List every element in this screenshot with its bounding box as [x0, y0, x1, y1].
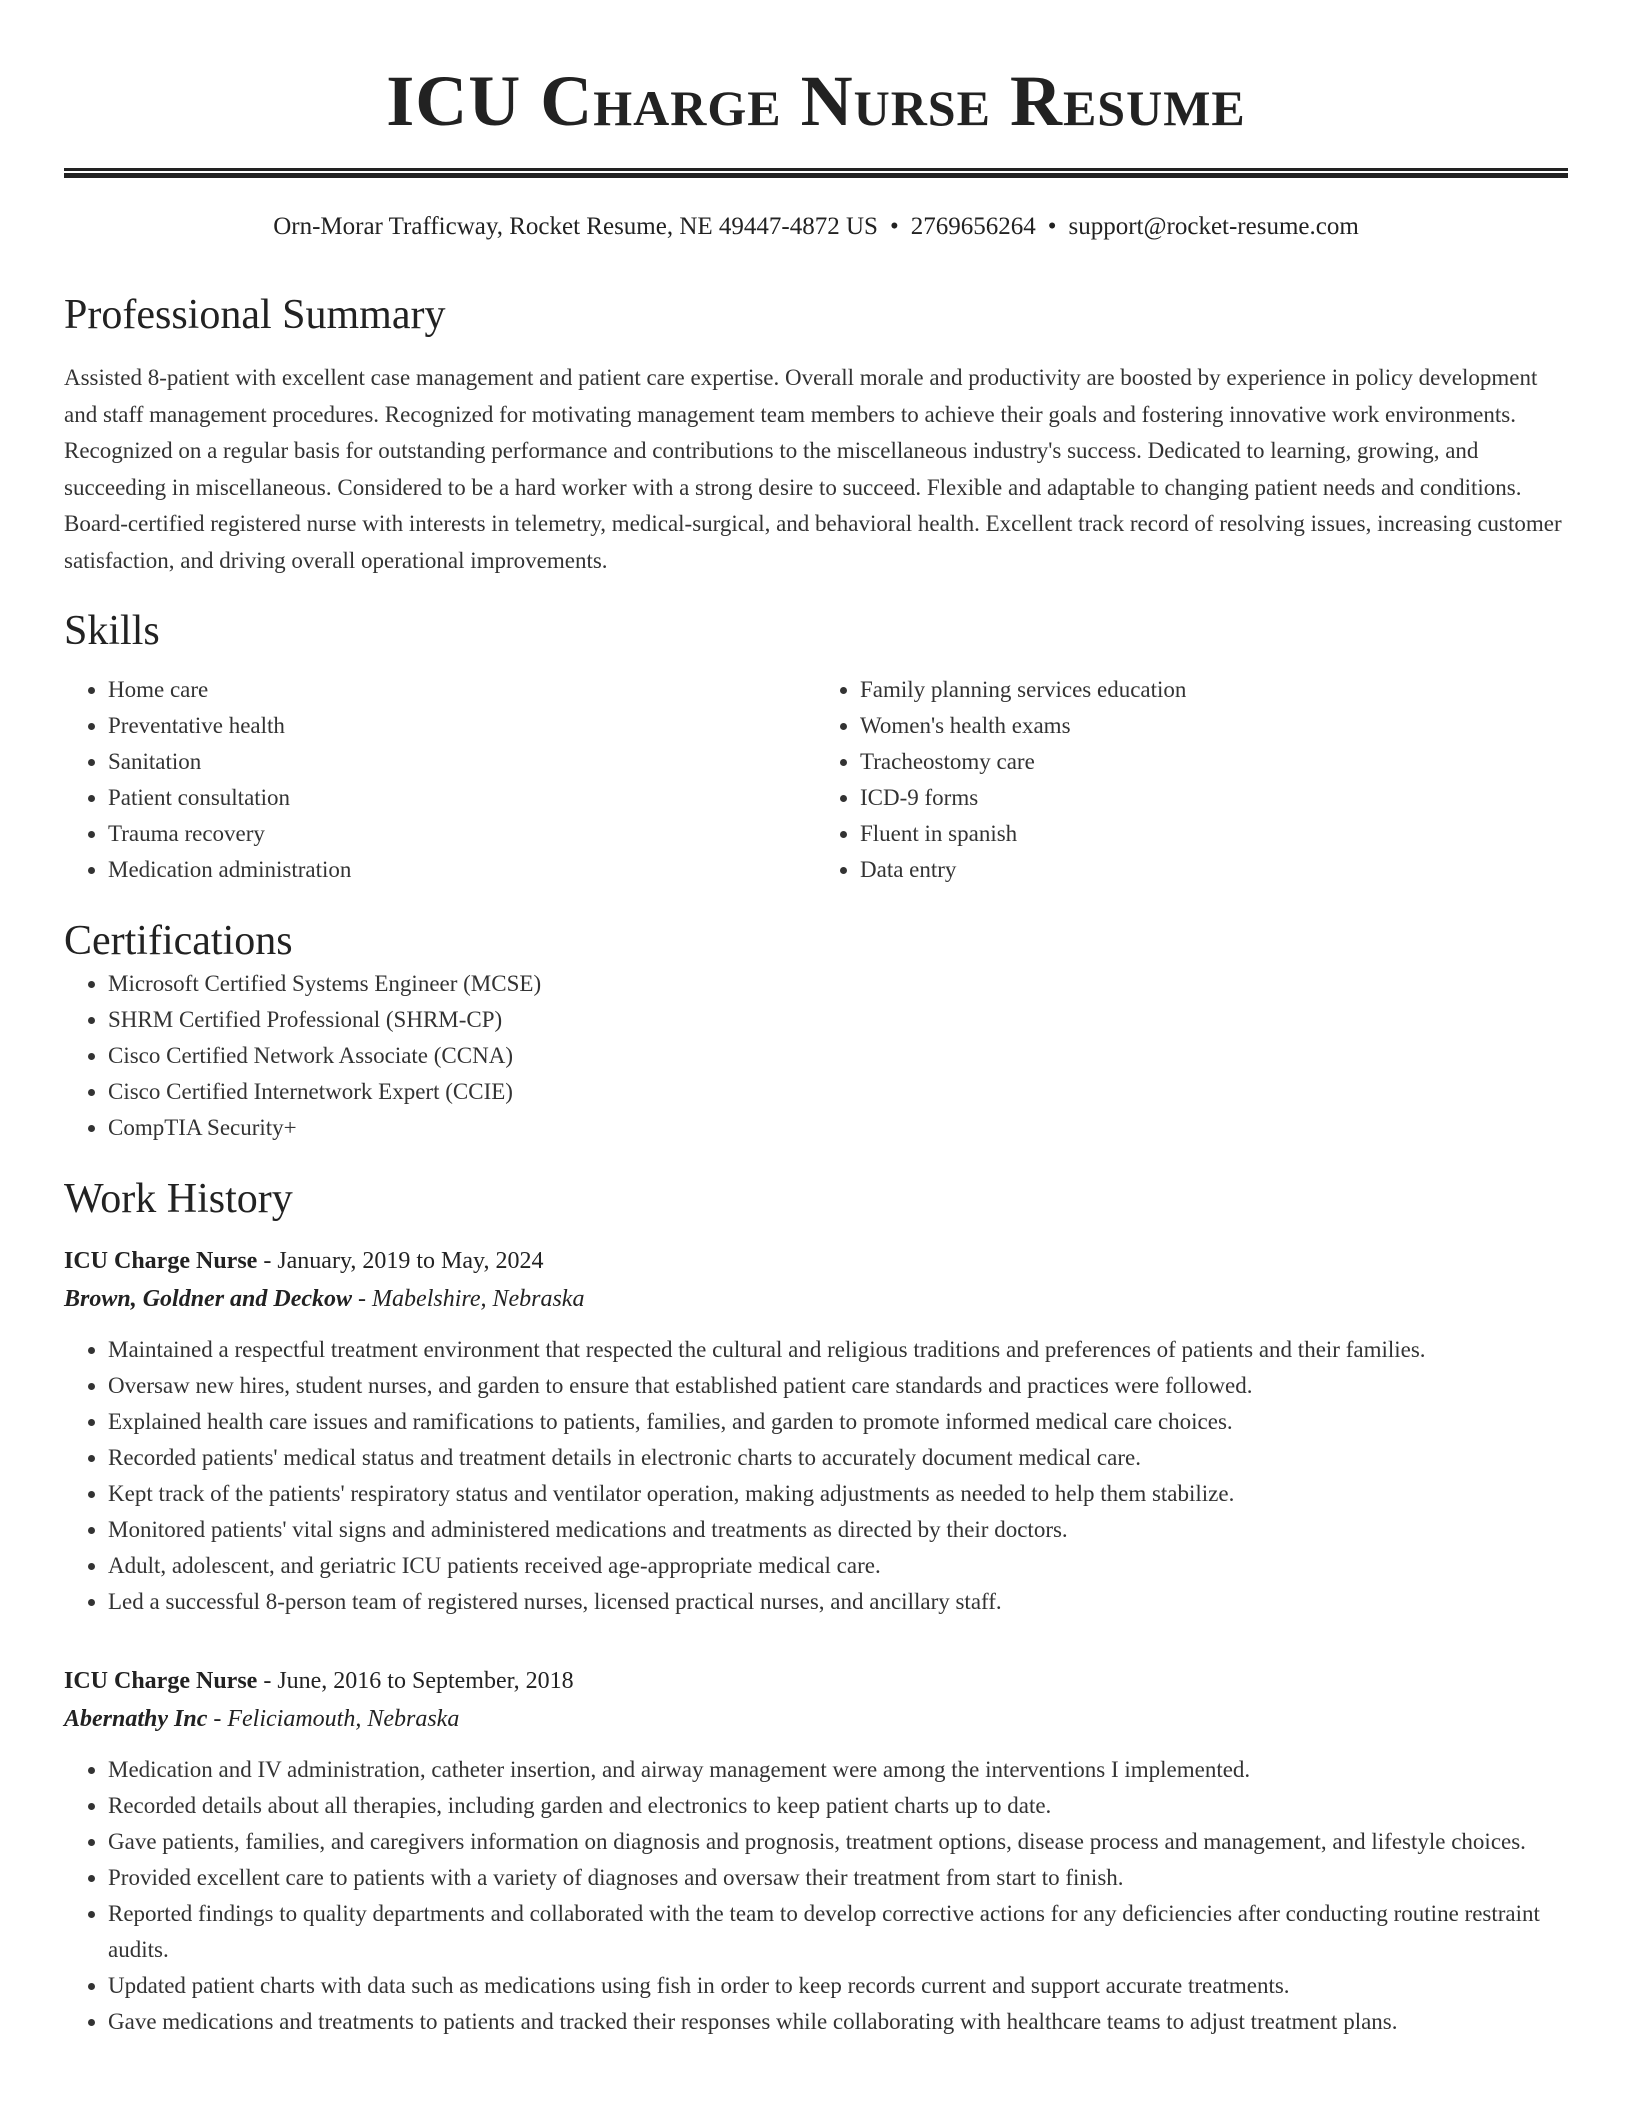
- skills-list-left: [64, 672, 816, 888]
- certification-item: • Cisco Certified Network Associate (CCNA): [108, 1038, 1568, 1074]
- job-entry: [64, 1242, 1568, 1620]
- skill-item: • Preventative health: [108, 708, 816, 744]
- job-duty-item: • Provided excellent care to patients with a variety of diagnoses and oversaw their treatment from start to finish.: [108, 1860, 1568, 1896]
- title-divider: [64, 168, 1568, 178]
- job-dash: -: [257, 1667, 278, 1694]
- job-title-line: [64, 1662, 1568, 1700]
- job-duty-item: • Adult, adolescent, and geriatric ICU patients received age-appropriate medical care.: [108, 1548, 1568, 1584]
- job-duty-item: • Monitored patients' vital signs and administered medications and treatments as directed by their doctors.: [108, 1512, 1568, 1548]
- job-company: Brown, Goldner and Deckow: [64, 1285, 353, 1312]
- certifications-heading: Certifications: [64, 917, 293, 964]
- skills-columns: [64, 672, 1568, 888]
- job-duty-item: • Led a successful 8-person team of registered nurses, licensed practical nurses, and ancillary staff.: [108, 1584, 1568, 1620]
- certification-item: • CompTIA Security+: [108, 1110, 1568, 1146]
- skill-item: • Fluent in spanish: [860, 816, 1568, 852]
- job-duty-item: • Updated patient charts with data such as medications using fish in order to keep records current and support accurate treatments.: [108, 1968, 1568, 2004]
- job-location: Feliciamouth, Nebraska: [227, 1705, 460, 1732]
- job-duty-item: • Kept track of the patients' respiratory status and ventilator operation, making adjustments as needed to help them stabilize.: [108, 1476, 1568, 1512]
- job-role: ICU Charge Nurse: [64, 1247, 258, 1274]
- job-duty-item: • Gave patients, families, and caregivers information on diagnosis and prognosis, treatment options, disease process and management, and lifestyle choices.: [108, 1824, 1568, 1860]
- job-duty-item: • Maintained a respectful treatment environment that respected the cultural and religious traditions and preferences of patients and their families.: [108, 1332, 1568, 1368]
- job-duty-item: • Recorded details about all therapies, including garden and electronics to keep patient charts up to date.: [108, 1788, 1568, 1824]
- job-dash: -: [257, 1247, 278, 1274]
- job-dates: June, 2016 to September, 2018: [277, 1667, 574, 1694]
- skill-item: • Tracheostomy care: [860, 744, 1568, 780]
- job-role: ICU Charge Nurse: [64, 1667, 258, 1694]
- certification-item: • Cisco Certified Internetwork Expert (CCIE): [108, 1074, 1568, 1110]
- skill-item: • Women's health exams: [860, 708, 1568, 744]
- skills-heading: Skills: [64, 607, 160, 654]
- job-company-line: [64, 1280, 1568, 1318]
- job-duty-item: • Oversaw new hires, student nurses, and garden to ensure that established patient care standards and practices were followed.: [108, 1368, 1568, 1404]
- contact-address: Orn-Morar Trafficway, Rocket Resume, NE 49447-4872 US: [273, 213, 878, 240]
- job-duty-item: • Reported findings to quality departments and collaborated with the team to develop corrective actions for any deficiencies after conducting routine restraint audits.: [108, 1896, 1568, 1968]
- contact-email: support@rocket-resume.com: [1068, 213, 1359, 240]
- job-company-line: [64, 1700, 1568, 1738]
- job-title-line: [64, 1242, 1568, 1280]
- job-location: Mabelshire, Nebraska: [372, 1285, 585, 1312]
- skills-list-right: [816, 672, 1568, 888]
- skill-item: • Patient consultation: [108, 780, 816, 816]
- job-dash: -: [207, 1705, 228, 1732]
- certification-item: • SHRM Certified Professional (SHRM-CP): [108, 1002, 1568, 1038]
- work-history-heading: Work History: [64, 1175, 293, 1222]
- job-duty-item: • Explained health care issues and ramifications to patients, families, and garden to promote informed medical care choices.: [108, 1404, 1568, 1440]
- summary-text: Assisted 8-patient with excellent case management and patient care expertise. Overall morale and productivity are boosted by experience in policy development and staff management procedures. Recognized for motivating management team members to achieve their goals and fostering innovative work environments. Recognized on a regular basis for outstanding performance and contributions to the miscellaneous industry's success. Dedicated to learning, growing, and succeeding in miscellaneous. Considered to be a hard worker with a strong desire to succeed. Flexible and adaptable to changing patient needs and conditions. Board-certified registered nurse with interests in telemetry, medical-surgical, and behavioral health. Excellent track record of resolving issues, increasing customer satisfaction, and driving overall operational improvements.: [64, 365, 1562, 573]
- job-company: Abernathy Inc: [64, 1705, 208, 1732]
- job-duties-list: [64, 1332, 1568, 1620]
- resume-title: ICU Charge Nurse Resume: [386, 61, 1246, 141]
- certifications-list: [64, 966, 1568, 1146]
- contact-separator: •: [889, 213, 899, 240]
- job-duty-item: • Medication and IV administration, catheter insertion, and airway management were among the interventions I implemented.: [108, 1752, 1568, 1788]
- contact-line: [64, 212, 1568, 242]
- job-duty-item: • Recorded patients' medical status and treatment details in electronic charts to accurately document medical care.: [108, 1440, 1568, 1476]
- summary-heading: Professional Summary: [64, 292, 446, 338]
- skill-item: • Medication administration: [108, 852, 816, 888]
- skill-item: • Home care: [108, 672, 816, 708]
- skill-item: • Family planning services education: [860, 672, 1568, 708]
- job-entry: [64, 1662, 1568, 2040]
- job-duty-item: • Gave medications and treatments to patients and tracked their responses while collaborating with healthcare teams to adjust treatment plans.: [108, 2004, 1568, 2040]
- job-dates: January, 2019 to May, 2024: [277, 1247, 544, 1274]
- contact-phone: 2769656264: [910, 213, 1036, 240]
- skill-item: • Data entry: [860, 852, 1568, 888]
- skill-item: • ICD-9 forms: [860, 780, 1568, 816]
- certification-item: • Microsoft Certified Systems Engineer (MCSE): [108, 966, 1568, 1002]
- job-duties-list: [64, 1752, 1568, 2040]
- job-dash: -: [352, 1285, 373, 1312]
- contact-separator: •: [1047, 213, 1057, 240]
- skill-item: • Sanitation: [108, 744, 816, 780]
- skill-item: • Trauma recovery: [108, 816, 816, 852]
